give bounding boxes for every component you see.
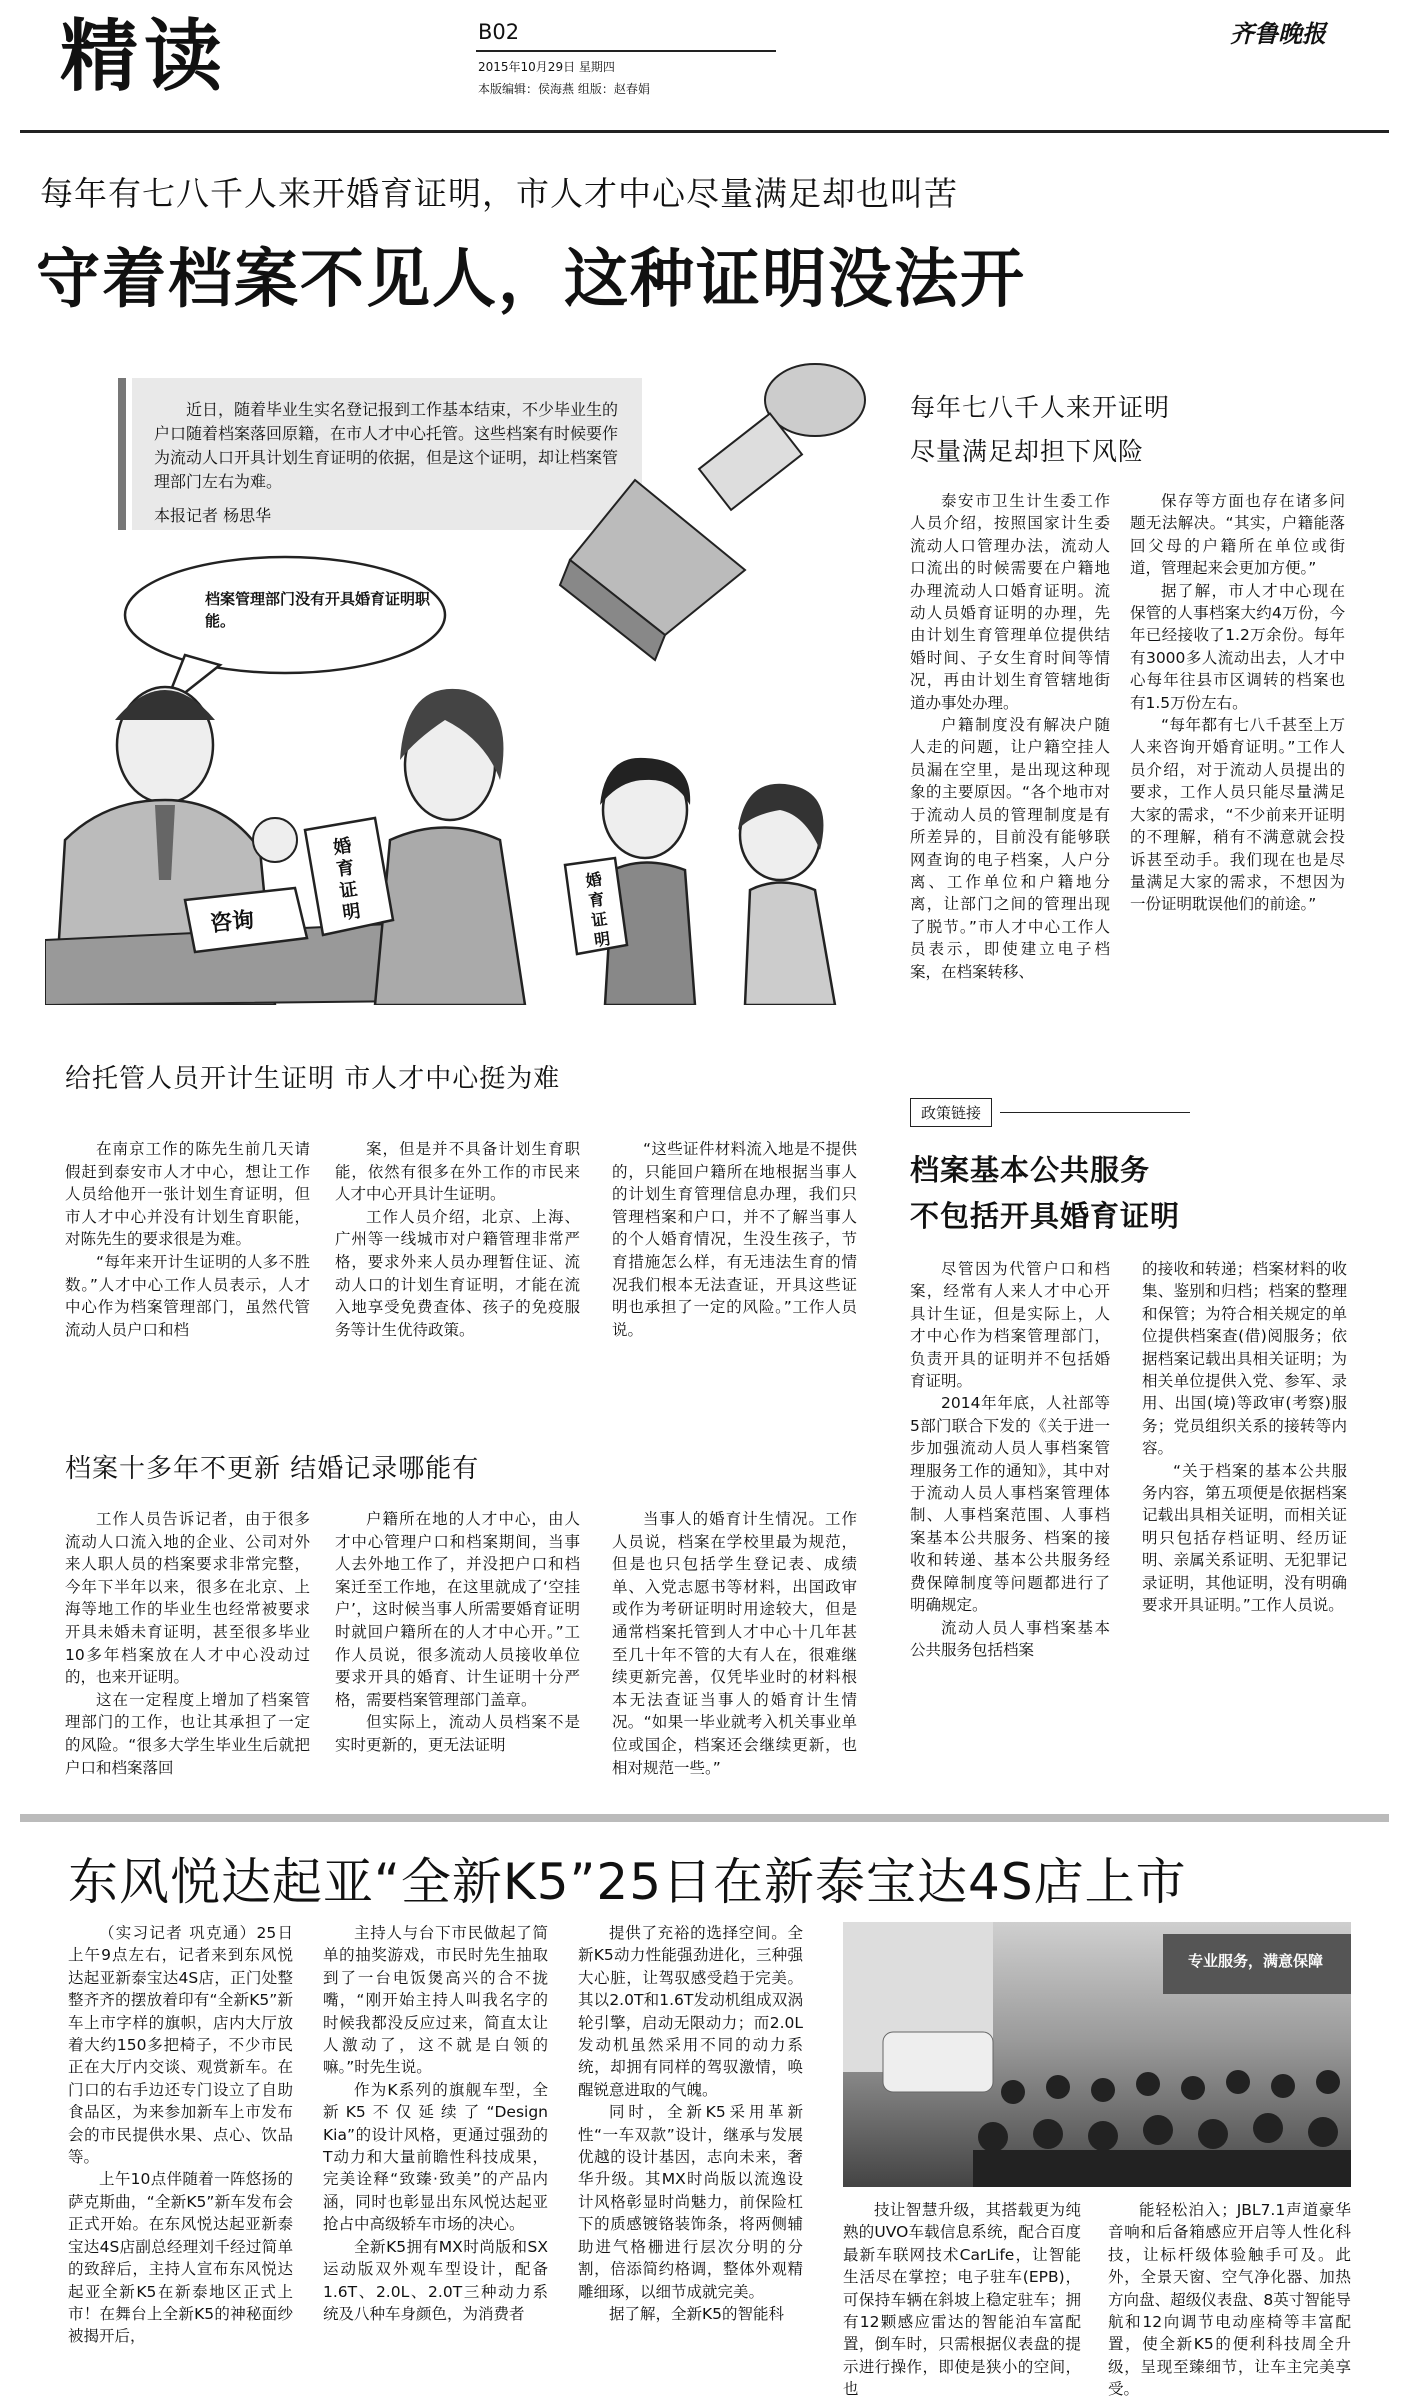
- paragraph: “每年都有七八千甚至上万人来咨询开婚育证明。”工作人员介绍，对于流动人员提出的要求，工作人员只能尽量满足大家的需求，“不少前来开证明的不理解，稍有不满意就会投诉甚至动手。我们现在也是尽量满足大家的需求，不想因为一份证明耽误他们的前途。”: [1130, 716, 1345, 914]
- policy-tag-rule: [1000, 1112, 1190, 1113]
- paragraph: “关于档案的基本公共服务内容，第五项便是依据档案记载出具相关证明，而相关证明只包括存档证明、经历证明、亲属关系证明、无犯罪记录证明，其他证明，没有明确要求开具证明。”工作人员说。: [1142, 1461, 1347, 1615]
- editors-line: 本版编辑：侯海燕 组版：赵春娟: [478, 82, 650, 96]
- headline: 守着档案不见人，这种证明没法开: [36, 243, 1026, 317]
- header-rule: [20, 130, 1389, 133]
- paragraph: 泰安市卫生计生委工作人员介绍，按照国家计生委流动人口管理办法，流动人口流出的时候需要在户籍地办理流动人口婚育证明。流动人员婚育证明的办理，先由计划生育管理单位提供结婚时间、子女生育时间等情况，再由计划生育管辖地街道办事处办理。: [910, 492, 1110, 712]
- paragraph: 尽管因为代管户口和档案，经常有人来人才中心开具计生证，但是实际上，人才中心作为档案管理部门，负责开具的证明并不包括婚育证明。: [910, 1260, 1110, 1391]
- paragraph: 的接收和转递；档案材料的收集、鉴别和归档；档案的整理和保管；为符合相关规定的单位提供档案查(借)阅服务；依据档案记载出具相关证明；为相关单位提供入党、参军、录用、出国(境)等政审(考察)服务；党员组织关系的接转等内容。: [1142, 1260, 1347, 1458]
- issue-date: 2015年10月29日 星期四: [478, 60, 615, 74]
- sidebar-col2: [1130, 490, 1345, 916]
- paragraph: 主持人与台下市民做起了简单的抽奖游戏，市民时先生抽取到了一台电饭煲高兴的合不拢嘴，“刚开始主持人叫我名字的时候我都没反应过来，简直太让人激动了，这不就是白领的嘛。”时先生说。: [323, 1924, 548, 2077]
- sidebar-title-1: 每年七八千人来开证明: [910, 393, 1171, 422]
- paragraph: 据了解，全新K5的智能科: [609, 2304, 785, 2323]
- paragraph: 但实际上，流动人员档案不是实时更新的，更无法证明: [335, 1713, 580, 1754]
- paragraph: （实习记者 巩克通）25日上午9点左右，记者来到东风悦达起亚新泰宝达4S店，正门处整整齐齐的摆放着印有“全新K5”新车上市字样的旗帜，店内大厅放着大约150多把椅子，不少市民正在大厅内交谈、观赏新车。在门口的右手边还专门设立了自助食品区，为来参加新车上市发布会的市民提供水果、点心、饮品等。: [68, 1924, 293, 2167]
- section1-col1: [65, 1138, 310, 1341]
- doc-label-1: 婚育证明: [331, 835, 362, 924]
- sidebar-title-2: 尽量满足却担下风险: [910, 437, 1145, 466]
- paragraph: 案，但是并不具备计划生育职能，依然有很多在外工作的市民来人才中心开具计生证明。: [335, 1140, 580, 1204]
- stamp-icon: [560, 364, 865, 660]
- policy-col2: [1142, 1258, 1347, 1617]
- section-title: 精读: [60, 12, 229, 102]
- paragraph: 工作人员介绍，北京、上海、广州等一线城市对户籍管理非常严格，要求外来人员办理暂住证、流动人口的计划生育证明，才能在流入地享受免费查体、孩子的免疫服务等计生优待政策。: [335, 1207, 580, 1339]
- section1-col3: [612, 1138, 857, 1341]
- kicker: 每年有七八千人来开婚育证明，市人才中心尽量满足却也叫苦: [40, 174, 958, 213]
- policy-col1: [910, 1258, 1110, 1661]
- masthead-rule: [476, 50, 776, 52]
- paragraph: 户籍制度没有解决户随人走的问题，让户籍空挂人员漏在空里，是出现这种现象的主要原因。“各个地市对于流动人员的管理制度是有所差异的，目前没有能够联网查询的电子档案，人户分离、工作单位和户籍地分离，让部门之间的管理出现了脱节。”市人才中心工作人员表示，即使建立电子档案，在档案转移、: [910, 716, 1110, 981]
- policy-title-2: 不包括开具婚育证明: [910, 1199, 1181, 1233]
- policy-title-1: 档案基本公共服务: [910, 1153, 1151, 1187]
- paragraph: 户籍所在地的人才中心，由人才中心管理户口和档案期间，当事人去外地工作了，并没把户口和档案迁至工作地，在这里就成了‘空挂户’，这时候当事人所需要婚育证明时就回户籍所在的人才中心开。”工作人员说，很多流动人员接收单位要求开具的婚育、计生证明十分严格，需要档案管理部门盖章。: [335, 1510, 580, 1709]
- ad-col4: [843, 2199, 1081, 2401]
- paragraph: “这些证件材料流入地是不提供的，只能回户籍所在地根据当事人的计划生育管理信息办理，我们只管理档案和户口，并不了解当事人的个人婚育情况，生没生孩子，节育措施怎么样，有无违法生育的情况我们根本无法查证，开具这些证明也承担了一定的风险。”工作人员说。: [612, 1140, 857, 1339]
- paragraph: 上午10点伴随着一阵悠扬的萨克斯曲，“全新K5”新车发布会正式开始。在东风悦达起亚新泰宝达4S店副总经理刘千经过简单的致辞后，主持人宣布东风悦达起亚全新K5在新泰地区正式上市！在舞台上全新K5的神秘面纱被揭开后，: [68, 2170, 293, 2346]
- paragraph: 提供了充裕的选择空间。全新K5动力性能强劲进化，三种强大心脏，让驾驭感受趋于完美。其以2.0T和1.6T发动机组成双涡轮引擎，启动无限动力；而2.0L发动机虽然采用不同的动力系统，却拥有同样的驾驭激情，唤醒锐意进取的气魄。: [578, 1924, 803, 2099]
- byline: 本报记者 杨思华: [154, 506, 272, 525]
- section1-col2: [335, 1138, 580, 1341]
- page-number: B02: [478, 20, 520, 44]
- photo-banner-text: 专业服务，满意保障: [1188, 1952, 1324, 1970]
- paper-logo: 齐鲁晚报: [1230, 19, 1326, 48]
- sidebar-col1: [910, 490, 1110, 983]
- ad-col1: [68, 1922, 293, 2348]
- section-divider: [20, 1814, 1389, 1822]
- lead-text: 近日，随着毕业生实名登记报到工作基本结束，不少毕业生的户口随着档案落回原籍，在市人才中心托管。这些档案有时候要作为流动人口开具计划生育证明的依据，但是这个证明，却让档案管理部门左右为难。: [154, 400, 619, 491]
- doc-label-2: 婚育证明: [584, 869, 612, 951]
- ad-col5: [1108, 2199, 1351, 2401]
- section1-title: 给托管人员开计生证明 市人才中心挺为难: [65, 1064, 561, 1094]
- paragraph: 技让智慧升级，其搭载更为纯熟的UVO车载信息系统，配合百度最新车联网技术CarLife，让智能生活尽在掌控；电子驻车(EPB)，可保持车辆在斜坡上稳定驻车；拥有12颗感应雷达的智能泊车富配置，倒车时，只需根据仪表盘的提示进行操作，即使是狭小的空间，也: [843, 2201, 1081, 2399]
- section2-col2: [335, 1508, 580, 1757]
- paragraph: 据了解，市人才中心现在保管的人事档案大约4万份，今年已经接收了1.2万余份。每年有3000多人流动出去，人才中心每年往县市区调转的档案也有1.5万份左右。: [1130, 581, 1345, 712]
- paragraph: 在南京工作的陈先生前几天请假赶到泰安市人才中心，想让工作人员给他开一张计划生育证明，但市人才中心并没有计划生育职能，对陈先生的要求很是为难。: [65, 1140, 310, 1249]
- section2-col1: [65, 1508, 310, 1779]
- paragraph: 当事人的婚育计生情况。工作人员说，档案在学校里最为规范，但是也只包括学生登记表、成绩单、入党志愿书等材料，出国政审或作为考研证明时用途较大，但是通常档案托管到人才中心十几年甚至几十年不管的大有人在，很难继续更新完善，仅凭毕业时的材料根本无法查证当事人的婚育计生情况。“如果一毕业就考入机关事业单位或国企，档案还会继续更新，也相对规范一些。”: [612, 1510, 857, 1777]
- bubble-text: 档案管理部门没有开具婚育证明职能。: [205, 590, 431, 630]
- desk-label: 咨询: [209, 907, 256, 938]
- paragraph: 全新K5拥有MX时尚版和SX运动版双外观车型设计，配备1.6T、2.0L、2.0T三种动力系统及八种车身颜色，为消费者: [323, 2237, 548, 2323]
- paragraph: 保存等方面也存在诸多问题无法解决。“其实，户籍能落回父母的户籍所在单位或街道，管理起来会更加方便。”: [1130, 492, 1345, 578]
- paragraph: 同时，全新K5采用革新性“一车双款”设计，继承与发展优越的设计基因，志向未来，奢华升级。其MX时尚版以流逸设计风格彰显时尚魅力，前保险杠下的质感镀铬装饰条，将两侧辅助进气格栅进行层次分明的分割，倍添简约格调，整体外观精雕细琢，以细节成就完美。: [578, 2103, 803, 2301]
- paragraph: 这在一定程度上增加了档案管理部门的工作，也让其承担了一定的风险。“很多大学生毕业生后就把户口和档案落回: [65, 1690, 310, 1777]
- illustration: [45, 360, 890, 1005]
- section2-col3: [612, 1508, 857, 1779]
- ad-col2: [323, 1922, 548, 2325]
- ad-headline: 东风悦达起亚“全新K5”25日在新泰宝达4S店上市: [68, 1853, 1187, 1911]
- paragraph: 2014年年底，人社部等5部门联合下发的《关于进一步加强流动人员人事档案管理服务工作的通知》，其中对于流动人员人事档案管理体制、人事档案范围、人事档案基本公共服务、档案的接收和转递、基本公共服务经费保障制度等问题都进行了明确规定。: [910, 1394, 1110, 1615]
- event-photo: [843, 1922, 1351, 2187]
- section2-title: 档案十多年不更新 结婚记录哪能有: [65, 1454, 480, 1484]
- ad-col3: [578, 1922, 803, 2325]
- policy-tag: 政策链接: [910, 1098, 992, 1127]
- paragraph: 工作人员告诉记者，由于很多流动人口流入地的企业、公司对外来人职人员的档案要求非常完整，今年下半年以来，很多在北京、上海等地工作的毕业生也经常被要求开具未婚未育证明，甚至很多毕业10多年档案放在人才中心没动过的，也来开证明。: [65, 1510, 310, 1687]
- paragraph: 流动人员人事档案基本公共服务包括档案: [910, 1618, 1110, 1659]
- paragraph: 能轻松泊入；JBL7.1声道豪华音响和后备箱感应开启等人性化科技，让标杆级体验触手可及。此外，全景天窗、空气净化器、加热方向盘、超级仪表盘、8英寸智能导航和12向调节电动座椅等丰富配置，使全新K5的便利科技周全升级，呈现至臻细节，让车主完美享受。: [1108, 2201, 1351, 2399]
- paragraph: 作为K系列的旗舰车型，全新K5不仅延续了“Design Kia”的设计风格，更通过强劲的T动力和大量前瞻性科技成果，完美诠释“致臻·致美”的产品内涵，同时也彰显出东风悦达起亚抢占中高级轿车市场的决心。: [323, 2080, 548, 2234]
- paragraph: “每年来开计生证明的人多不胜数。”人才中心工作人员表示，人才中心作为档案管理部门，虽然代管流动人员户口和档: [65, 1252, 310, 1339]
